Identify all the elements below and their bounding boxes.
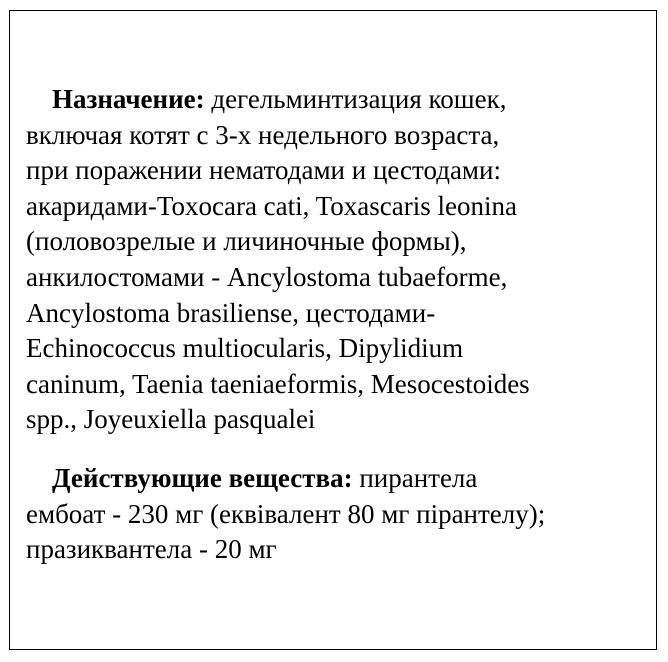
indication-line-2: включая котят с 3-х недельного возраста, [26,119,500,150]
document-body [26,82,646,568]
active-substances-line-3: празиквантела - 20 мг [26,534,277,565]
indication-line-1 [26,82,646,118]
indication-line-8: Echinococcus multiocularis, Dipylidium [26,333,464,364]
indication-line-7: Ancylostoma brasiliense, цестодами- [26,297,436,328]
indication-paragraph [26,82,646,438]
indication-line-4: акаридами-Toxocara cati, Toxascaris leonina [26,190,517,221]
indication-line-10: spp., Joyeuxiella pasqualei [26,404,316,435]
indication-label: Назначение: [52,84,205,114]
active-substances-label: Действующие вещества: [52,462,353,493]
active-substances-line-1 [26,461,646,497]
active-substances-line-2: ембоат - 230 мг (еквівалент 80 мг пірантелу); [26,498,546,529]
indication-line-3: при поражении нематодами и цестодами: [26,155,501,186]
indication-line-6: анкилостомами - Ancylostoma tubaeforme, [26,261,508,292]
active-substances-text-1: пирантела [359,462,478,493]
active-substances-paragraph [26,461,646,568]
indication-line-5: (половозрелые и личиночные формы), [26,226,467,257]
indication-text-1: дегельминтизация кошек, [211,84,507,114]
indication-line-9: caninum, Taenia taeniaeformis, Mesocestoides [26,368,530,399]
